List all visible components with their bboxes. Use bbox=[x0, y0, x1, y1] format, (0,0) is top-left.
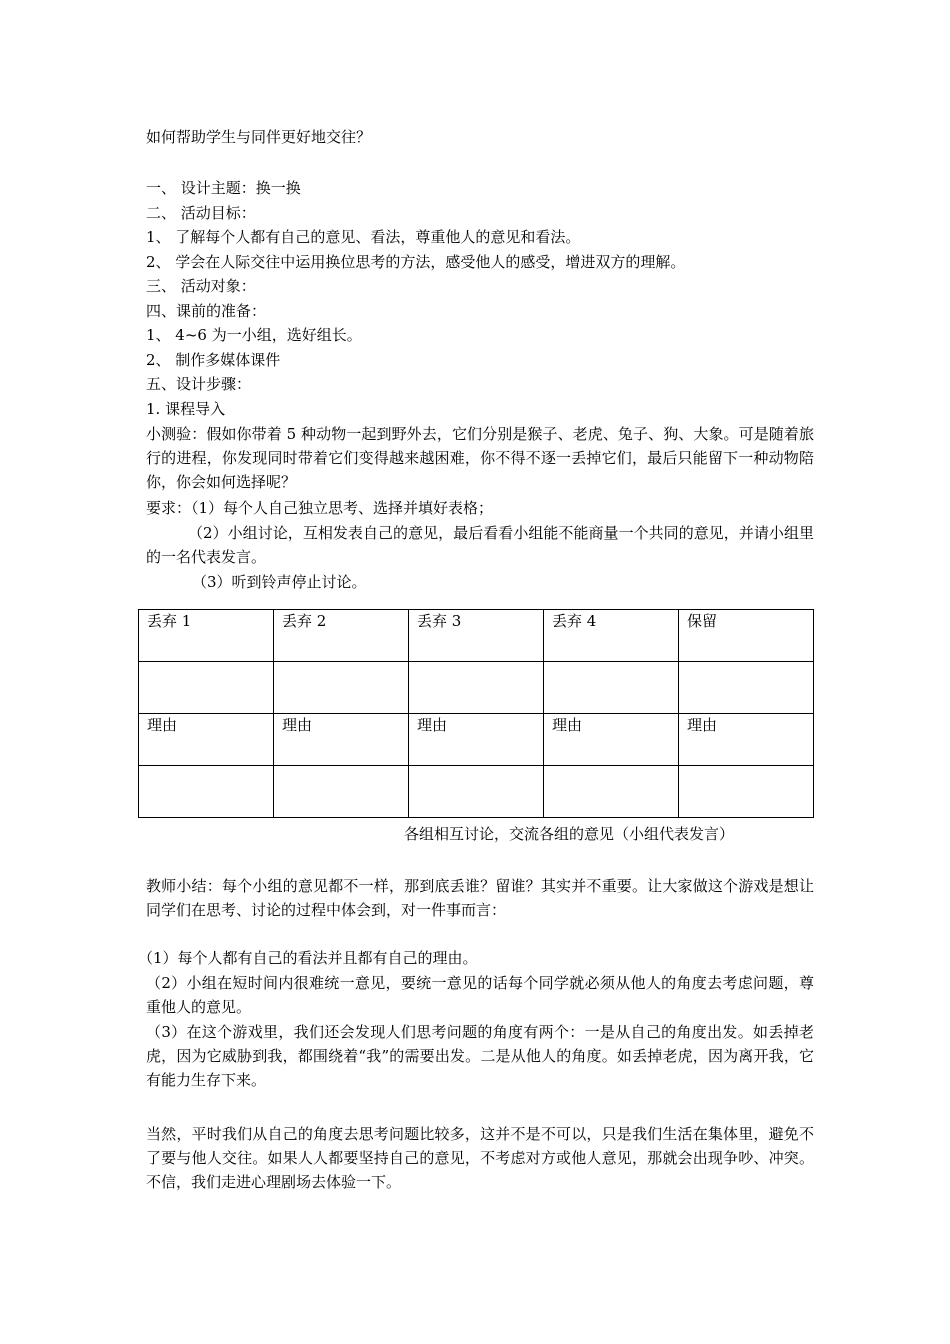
table-blank-row bbox=[139, 662, 814, 714]
exchange-note: 各组相互讨论，交流各组的意见（小组代表发言） bbox=[404, 825, 735, 843]
table-cell: 丢弃 1 bbox=[139, 610, 274, 662]
summary-point: （3）在这个游戏里，我们还会发现人们思考问题的角度有两个：一是从自己的角度出发。如丢掉老虎，因为它威胁到我，都围绕着“我”的需要出发。二是从他人的角度。如丢掉老虎，因为离开我，它有能力生存下来。 bbox=[146, 1023, 814, 1089]
quiz-paragraph: 小测验：假如你带着 5 种动物一起到野外去，它们分别是猴子、老虎、兔子、狗、大象。可是随着旅行的进程，你发现同时带着它们变得越来越困难，你不得不逐一丢掉它们，最后只能留下一种动物陪你，你会如何选择呢？ bbox=[146, 425, 814, 491]
requirement-2: （2）小组讨论，互相发表自己的意见，最后看看小组能不能商量一个共同的意见，并请小组里的一名代表发言。 bbox=[146, 524, 814, 566]
summary-point: （2）小组在短时间内很难统一意见，要统一意见的话每个同学就必须从他人的角度去考虑问题，尊重他人的意见。 bbox=[146, 974, 814, 1016]
table-blank-cell[interactable] bbox=[409, 662, 544, 714]
table-blank-cell[interactable] bbox=[139, 766, 274, 818]
table-blank-cell[interactable] bbox=[274, 662, 409, 714]
table-reason-row bbox=[139, 714, 814, 766]
outline-item: 三、 活动对象： bbox=[146, 277, 256, 295]
table-cell: 理由 bbox=[679, 714, 814, 766]
table-cell: 理由 bbox=[139, 714, 274, 766]
table-blank-cell[interactable] bbox=[409, 766, 544, 818]
requirement-3: （3）听到铃声停止讨论。 bbox=[192, 573, 367, 591]
table-blank-cell[interactable] bbox=[139, 662, 274, 714]
document-title: 如何帮助学生与同伴更好地交往？ bbox=[146, 128, 372, 146]
table-blank-cell[interactable] bbox=[679, 662, 814, 714]
table-cell: 理由 bbox=[409, 714, 544, 766]
requirement-1: 要求：（1）每个人自己独立思考、选择并填好表格； bbox=[146, 499, 494, 517]
table-blank-cell[interactable] bbox=[274, 766, 409, 818]
outline-item: 1. 课程导入 bbox=[146, 400, 226, 418]
outline-item: 五、设计步骤： bbox=[146, 375, 252, 393]
summary-intro: 教师小结：每个小组的意见都不一样，那到底丢谁？留谁？其实并不重要。让大家做这个游戏是想让同学们在思考、讨论的过程中体会到，对一件事而言： bbox=[146, 877, 814, 919]
table-cell: 理由 bbox=[274, 714, 409, 766]
table-header-row bbox=[139, 610, 814, 662]
table-blank-cell[interactable] bbox=[544, 662, 679, 714]
outline-item: 二、 活动目标： bbox=[146, 204, 256, 222]
table-cell: 丢弃 3 bbox=[409, 610, 544, 662]
outline-item: 2、 制作多媒体课件 bbox=[146, 351, 281, 369]
closing-paragraph: 当然，平时我们从自己的角度去思考问题比较多，这并不是不可以，只是我们生活在集体里，避免不了要与他人交往。如果人人都要坚持自己的意见，不考虑对方或他人意见，那就会出现争吵、冲突。不信，我们走进心理剧场去体验一下。 bbox=[146, 1125, 814, 1191]
outline-item: 四、课前的准备： bbox=[146, 302, 267, 320]
table-cell: 保留 bbox=[679, 610, 814, 662]
choice-table bbox=[138, 609, 814, 818]
outline-item: 2、 学会在人际交往中运用换位思考的方法，感受他人的感受，增进双方的理解。 bbox=[146, 253, 686, 271]
table-blank-cell[interactable] bbox=[679, 766, 814, 818]
table-cell: 丢弃 2 bbox=[274, 610, 409, 662]
outline-item: 一、 设计主题：换一换 bbox=[146, 179, 301, 197]
outline-item: 1、 了解每个人都有自己的意见、看法，尊重他人的意见和看法。 bbox=[146, 228, 581, 246]
table-cell: 理由 bbox=[544, 714, 679, 766]
table-cell: 丢弃 4 bbox=[544, 610, 679, 662]
table-blank-cell[interactable] bbox=[544, 766, 679, 818]
summary-point: （1）每个人都有自己的看法并且都有自己的理由。 bbox=[138, 949, 478, 967]
table-blank-row bbox=[139, 766, 814, 818]
outline-item: 1、 4~6 为一小组，选好组长。 bbox=[146, 326, 362, 344]
